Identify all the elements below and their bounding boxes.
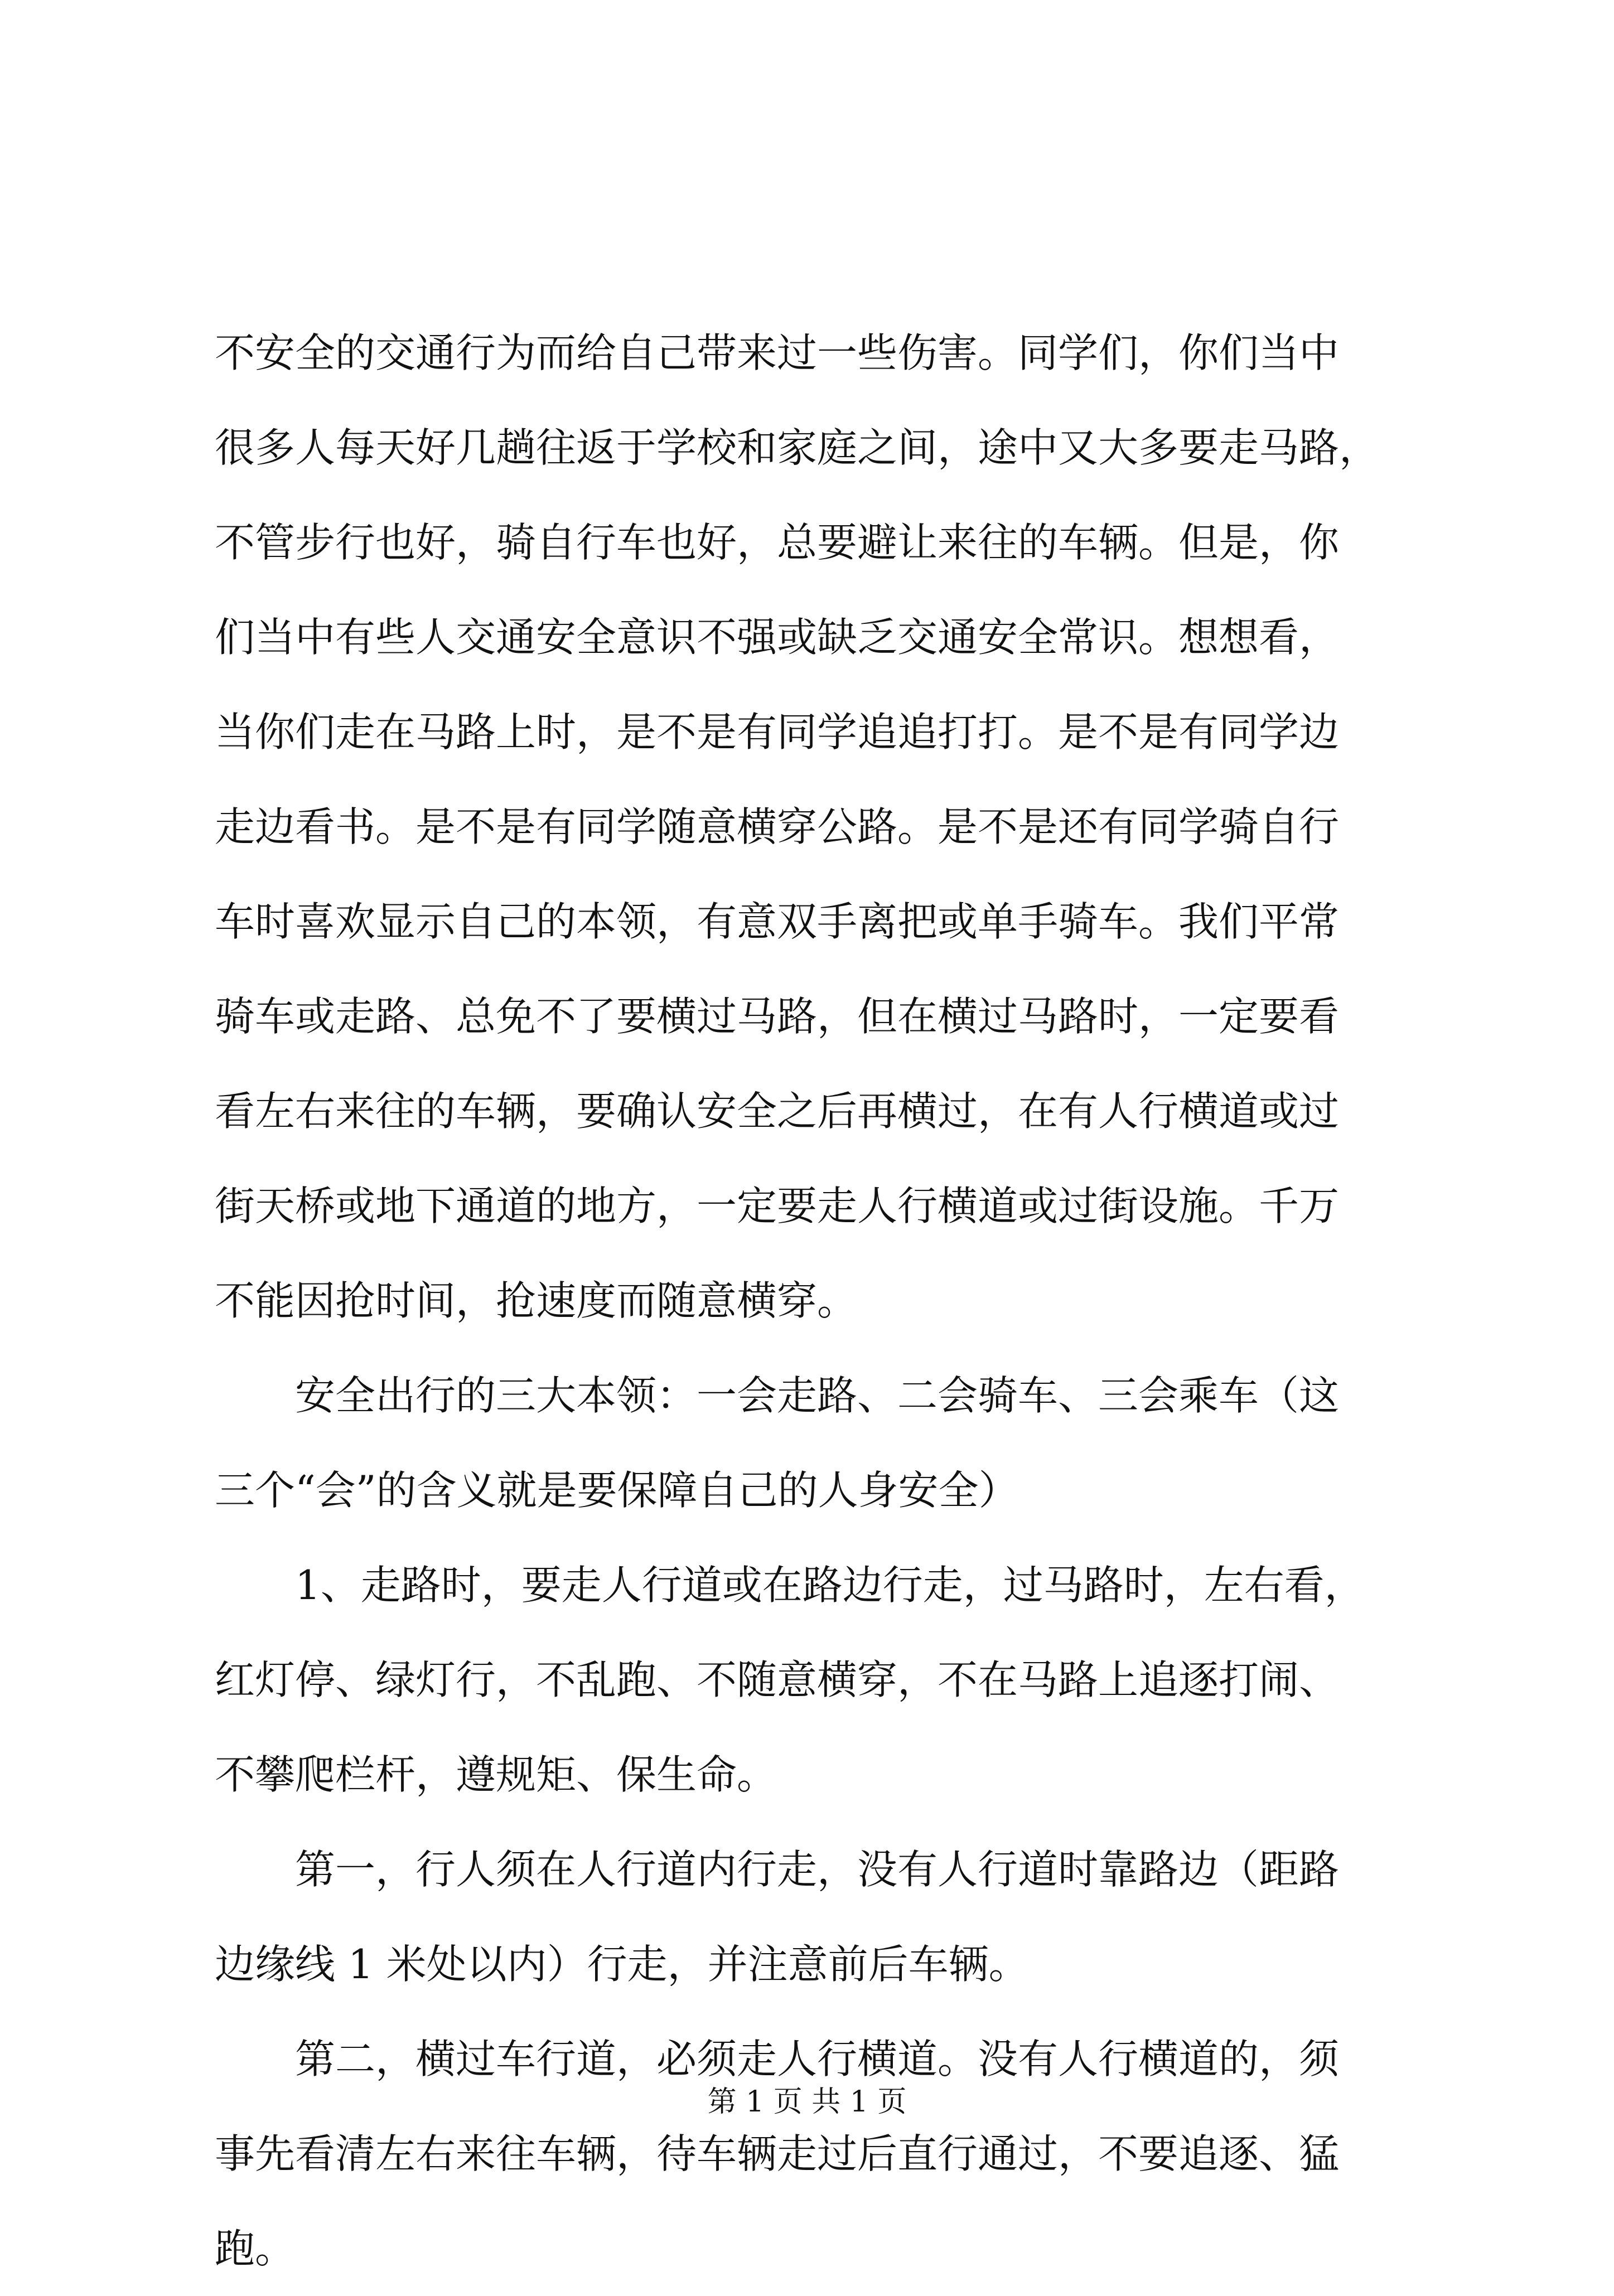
paragraph-first-line: 安全出行的三大本领：一会走路、二会骑车、三会乘车（这 <box>215 1372 1340 1419</box>
text-line: 不攀爬栏杆，遵规矩、保生命。 <box>215 1751 777 1798</box>
text-line: 不安全的交通行为而给自己带来过一些伤害。同学们，你们当中 <box>215 330 1340 376</box>
text-line: 很多人每天好几趟往返于学校和家庭之间，途中又大多要走马路， <box>215 424 1380 471</box>
text-line: 事先看清左右来往车辆，待车辆走过后直行通过，不要追逐、猛 <box>215 2130 1340 2177</box>
text-line: 当你们走在马路上时，是不是有同学追追打打。是不是有同学边 <box>215 709 1340 755</box>
text-line: 边缘线 1 米处以内）行走，并注意前后车辆。 <box>215 1941 1029 1988</box>
text-line: 骑车或走路、总免不了要横过马路，但在横过马路时，一定要看 <box>215 993 1340 1040</box>
text-line: 不能因抢时间，抢速度而随意横穿。 <box>215 1277 858 1324</box>
paragraph-first-line: 第一，行人须在人行道内行走，没有人行道时靠路边（距路 <box>215 1846 1340 1893</box>
text-line: 街天桥或地下通道的地方，一定要走人行横道或过街设施。千万 <box>215 1183 1340 1229</box>
text-line: 们当中有些人交通安全意识不强或缺乏交通安全常识。想想看， <box>215 614 1340 661</box>
text-line: 红灯停、绿灯行，不乱跑、不随意横穿，不在马路上追逐打闹、 <box>215 1656 1340 1703</box>
text-line: 三个“会”的含义就是要保障自己的人身安全） <box>215 1467 1019 1514</box>
text-line: 不管步行也好，骑自行车也好，总要避让来往的车辆。但是，你 <box>215 519 1340 566</box>
text-line: 走边看书。是不是有同学随意横穿公路。是不是还有同学骑自行 <box>215 803 1340 850</box>
paragraph-first-line: 第二，横过车行道，必须走人行横道。没有人行横道的，须 <box>215 2036 1340 2082</box>
text-line: 车时喜欢显示自己的本领，有意双手离把或单手骑车。我们平常 <box>215 898 1340 945</box>
paragraph-first-line: 1、走路时，要走人行道或在路边行走，过马路时，左右看， <box>215 1562 1365 1609</box>
text-line: 跑。 <box>215 2225 296 2272</box>
page-number-footer: 第 1 页 共 1 页 <box>707 2085 907 2119</box>
document-body <box>215 306 1442 2296</box>
text-line: 看左右来往的车辆，要确认安全之后再横过，在有人行横道或过 <box>215 1088 1340 1135</box>
